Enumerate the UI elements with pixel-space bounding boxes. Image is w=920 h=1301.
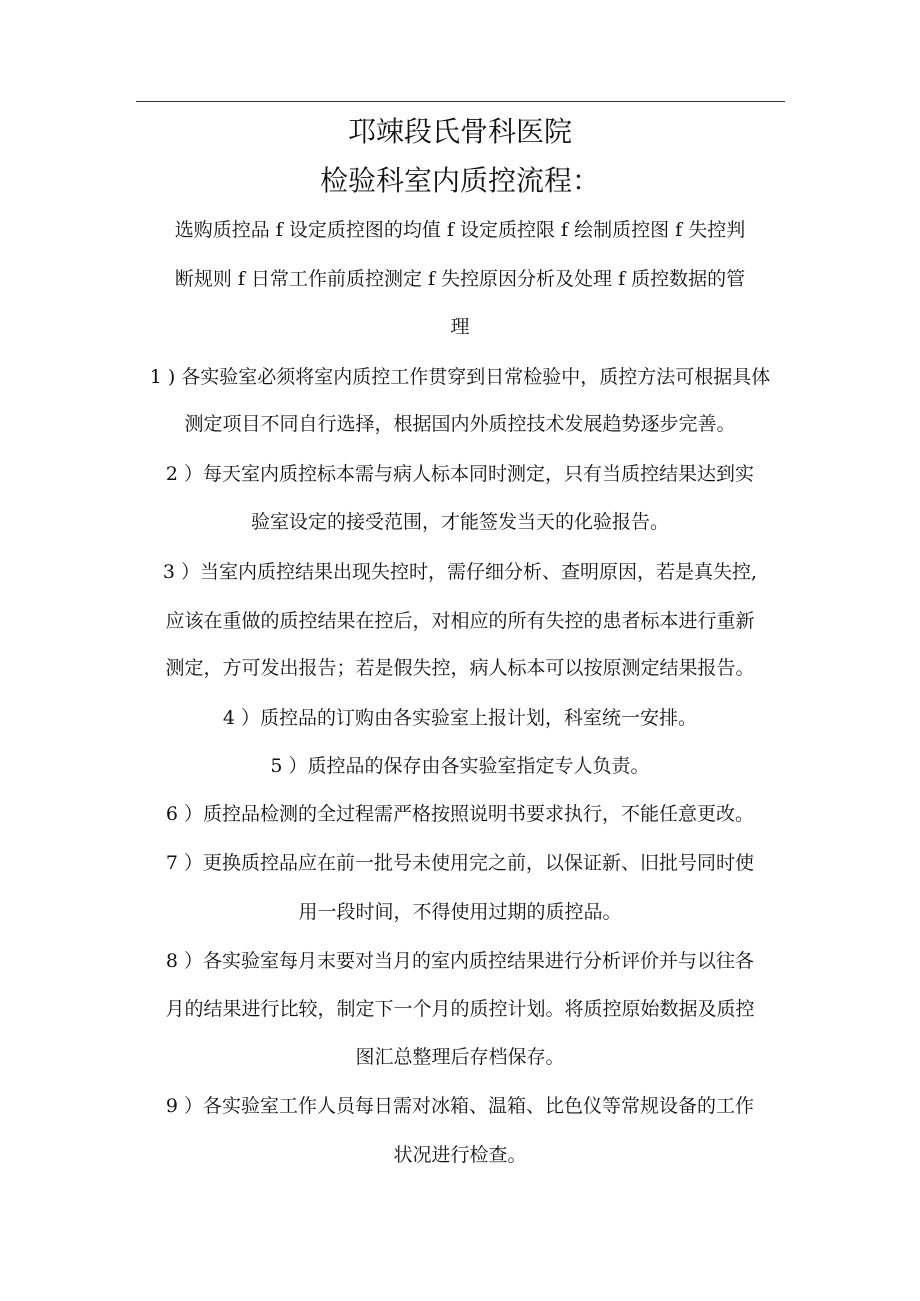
rule-2-line: 验室设定的接受范围，才能签发当天的化验报告。 <box>250 511 669 533</box>
rule-3-line: 应该在重做的质控结果在控后，对相应的所有失控的患者标本进行重新 <box>165 610 755 632</box>
rule-8-line: 图汇总整理后存档保存。 <box>355 1046 565 1068</box>
header-rule <box>136 101 785 102</box>
rule-8-line: 月的结果进行比较，制定下一个月的质控计划。将质控原始数据及质控 <box>165 998 755 1020</box>
rule-3-line: 3 ）当室内质控结果出现失控时，需仔细分析、查明原因，若是真失控, <box>162 561 758 583</box>
rule-2-line: 2 ）每天室内质控标本需与病人标本同时测定，只有当质控结果达到实 <box>165 463 755 485</box>
rule-7-line: 7 ）更换质控品应在前一批号未使用完之前，以保证新、旧批号同时使 <box>165 852 755 874</box>
flow-line: 理 <box>450 316 470 338</box>
rule-6-line: 6 ）质控品检测的全过程需严格按照说明书要求执行，不能任意更改。 <box>165 803 755 825</box>
flow-line: 选购质控品 f 设定质控图的均值 f 设定质控限 f 绘制质控图 f 失控判 <box>174 219 746 241</box>
rule-3-line: 测定，方可发出报告；若是假失控，病人标本可以按原测定结果报告。 <box>165 657 755 679</box>
rule-9-line: 9 ）各实验室工作人员每日需对冰箱、温箱、比色仪等常规设备的工作 <box>165 1095 755 1117</box>
document-title: 检验科室内质控流程： <box>319 164 600 197</box>
rule-1-line: 1 ) 各实验室必须将室内质控工作贯穿到日常检验中，质控方法可根据具体 <box>149 366 771 388</box>
rule-7-line: 用一段时间，不得使用过期的质控品。 <box>298 901 622 923</box>
rule-8-line: 8 ）各实验室每月末要对当月的室内质控结果进行分析评价并与以往各 <box>165 950 755 972</box>
flow-line: 断规则 f 日常工作前质控测定 f 失控原因分析及处理 f 质控数据的管 <box>174 268 746 290</box>
rule-5-line: 5 ）质控品的保存由各实验室指定专人负责。 <box>270 755 650 777</box>
rule-9-line: 状况进行检查。 <box>393 1144 527 1166</box>
rule-1-line: 测定项目不同自行选择，根据国内外质控技术发展趋势逐步完善。 <box>184 413 736 435</box>
hospital-name: 邛竦段氏骨科医院 <box>347 115 572 148</box>
rule-4-line: 4 ）质控品的订购由各实验室上报计划，科室统一安排。 <box>222 707 698 729</box>
